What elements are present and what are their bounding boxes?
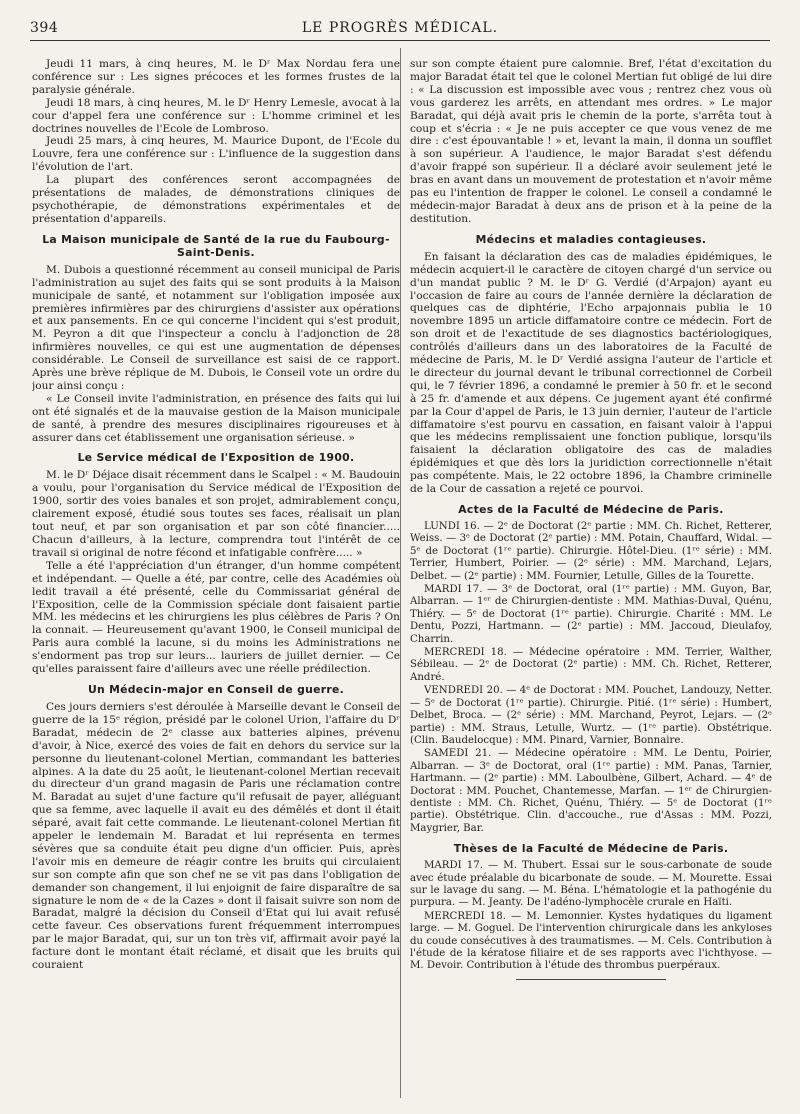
right-column bbox=[410, 58, 772, 1098]
exam-entry: LUNDI 16. — 2ᵉ de Doctorat (2ᵉ partie : MM. Ch. Richet, Retterer, Weiss. — 3ᵉ de Doctorat (2ᵉ partie) : MM. Potain, Chauffard, Widal. — 5ᵉ de Doctorat (1ʳᵉ partie). Chirurgie. Hôtel-Dieu. (1ʳᵉ série) : MM. Terrier, Humbert, Poirier. — (2ᵉ série) : MM. Marchand, Lejars, Delbet. — (2ᵉ partie) : MM. Fournier, Letulle, Gilles de la Tourette. bbox=[410, 521, 772, 582]
paragraph: Jeudi 18 mars, à cinq heures, M. le Dʳ Henry Lemesle, avocat à la cour d'appel fera une conférence sur : L'homme criminel et les doctrines nouvelles de l'Ecole de Lombroso. bbox=[32, 96, 400, 135]
end-rule bbox=[516, 979, 666, 980]
page-number: 394 bbox=[30, 20, 59, 36]
paragraph: Telle a été l'appréciation d'un étranger, d'un homme compétent et indépendant. — Quelle a été, par contre, celle des Académies où ledit travail a été présenté, celle du Commissariat général de l'Exposition, celle de la Commission spéciale dont faisaient partie MM. les médecins et les chirurgiens les plus célèbres de Paris ? On la connait. — Heureusement qu'avant 1900, le Conseil municipal de Paris aura comblé la lacune, si du moins les Administrations ne s'endorment pas trop sur leurs... lauriers de juillet dernier. — Ce qu'elles paraissent faire d'ailleurs avec une réelle prédilection. bbox=[32, 559, 400, 676]
section-title: Actes de la Faculté de Médecine de Paris. bbox=[458, 503, 724, 516]
section-title: Le Service médical de l'Exposition de 1900. bbox=[77, 451, 355, 465]
section-title: La Maison municipale de Santé de la rue du Faubourg-Saint-Denis. bbox=[42, 232, 390, 259]
exam-entry: MARDI 17. — 3ᵉ de Doctorat, oral (1ʳᵉ partie) : MM. Guyon, Bar, Albarran. — 1ᵉʳ de Chirurgien-dentiste : MM. Mathias-Duval, Quénu, Thiéry. — 5ᵉ de Doctorat (1ʳᵉ partie). Chirurgie. Charité : MM. Le Dentu, Pozzi, Hartmann. — (2ᵉ partie) : MM. Jaccoud, Dieulafoy, Charrin. bbox=[410, 584, 772, 645]
exam-entry: SAMEDI 21. — Médecine opératoire : MM. Le Dentu, Poirier, Albarran. — 3ᵉ de Doctorat, oral (1ʳᵉ partie) : MM. Panas, Tarnier, Hartmann. — (2ᵉ partie) : MM. Laboulbène, Gilbert, Achard. — 4ᵉ de Doctorat : MM. Pouchet, Chantemesse, Marfan. — 1ᵉʳ de Chirurgien-dentiste : MM. Ch. Richet, Quénu, Thiéry. — 5ᵉ de Doctorat (1ʳᵉ partie). Obstétrique. Clin. d'accouche., rue d'Assas : MM. Pozzi, Maygrier, Bar. bbox=[410, 748, 772, 834]
section-title: Thèses de la Faculté de Médecine de Paris. bbox=[453, 842, 729, 856]
exam-entry: MERCREDI 18. — Médecine opératoire : MM. Terrier, Walther, Sébileau. — 2ᵉ de Doctorat (2ᵉ partie) : MM. Ch. Richet, Retterer, André. bbox=[410, 647, 772, 683]
exam-entry: VENDREDI 20. — 4ᵉ de Doctorat : MM. Pouchet, Landouzy, Netter. — 5ᵉ de Doctorat (1ʳᵉ partie). Chirurgie. Pitié. (1ʳᵉ série) : Humbert, Delbet, Broca. — (2ᵉ série) : MM. Marchand, Peyrot, Lejars. — (2ᵉ partie) : MM. Straus, Letulle, Wurtz. — (1ʳᵉ partie). Obstétrique. (Clin. Baudelocque) : MM. Pinard, Varnier, Bonnaire. bbox=[410, 685, 772, 746]
paragraph: Jeudi 11 mars, à cinq heures, M. le Dʳ Max Nordau fera une conférence sur : Les signes précoces et les formes frustes de la paralysie générale. bbox=[32, 58, 400, 96]
thesis-entry: MERCREDI 18. — M. Lemonnier. Kystes hydatiques du ligament large. — M. Goguel. De l'intervention chirurgicale dans les ankyloses du coude consécutives à des traumatismes. — M. Cels. Contribution à l'étude de la kératose filiaire et de ses rapports avec l'ichthyose. — M. Devoir. Contribution à l'étude des thrombus puerpéraux. bbox=[410, 910, 772, 972]
page-header bbox=[30, 18, 770, 41]
paragraph: M. Dubois a questionné récemment au conseil municipal de Paris l'administration au sujet des faits qui se sont produits à la Maison municipale de santé, et notamment sur l'obligation imposée aux premières infirmières par des chirurgiens d'assister aux opérations et aux pansements. En ce qui concerne l'incident qui s'est produit, M. Peyron a dit que l'inspecteur a conclu à l'adjonction de 28 infirmières nouvelles, ce qui est une augmentation de dépenses considérable. Le Conseil de surveillance est saisi de ce rapport. Après une brève réplique de M. Dubois, le Conseil vote un ordre du jour ainsi conçu : bbox=[32, 263, 400, 392]
paragraph: « Le Conseil invite l'administration, en présence des faits qui lui ont été signalés et de la mauvaise gestion de la Maison municipale de santé, à prendre des mesures disciplinaires rigoureuses et à assurer dans cet établissement une organisation sérieuse. » bbox=[32, 392, 400, 444]
section-title: Un Médecin-major en Conseil de guerre. bbox=[87, 682, 345, 696]
paragraph-continuation: sur son compte étaient pure calomnie. Bref, l'état d'excitation du major Baradat était tel que le colonel Mertian fut obligé de lui dire : « La discussion est impossible avec vous ; rentrez chez vous où vous garderez les arrêts, en attendant mes ordres. » Le major Baradat, qui déjà avait pris le chemin de la porte, s'arrêta tout à coup et s'écria : « Je ne puis accepter ce que vous venez de me dire : c'est épouvantable ! » et, levant la main, il donna un soufflet à son supérieur. A l'audience, le major Baradat s'est défendu d'avoir frappé son supérieur. Il a déclaré avoir seulement jeté le bras en avant dans un mouvement de protestation et n'avoir même pas eu l'intention de frapper le colonel. Le conseil a condamné le médecin-major Baradat à deux ans de prison et à la peine de la destitution. bbox=[410, 58, 772, 225]
paragraph: En faisant la déclaration des cas de maladies épidémiques, le médecin acquiert-il le caractère de citoyen chargé d'un service ou d'un mandat public ? M. le Dʳ G. Verdié (d'Arpajon) ayant eu l'occasion de faire au cours de l'année dernière la déclaration de quelques cas de diphtérie, l'Echo arpajonnais publia le 10 novembre 1895 un article diffamatoire contre ce médecin. Fort de son droit et de l'exactitude de ses diagnostics bactériologiques, contrôlés d'ailleurs dans un des laboratoires de la Faculté de médecine de Paris, M. le Dʳ Verdié assigna l'auteur de l'article et le directeur du journal devant le tribunal correctionnel de Corbeil qui, le 7 février 1896, a condamné le premier à 50 fr. et le second à 25 fr. d'amende et aux dépens. Ce jugement ayant été confirmé par la Cour d'appel de Paris, le 13 juin dernier, l'auteur de l'article diffamatoire s'est pourvu en cassation, en faisant valoir à l'appui que les médecins remplissaient une fonction publique, lorsqu'ils faisaient la déclaration obligatoire des cas de maladies épidémiques et que dès lors la juridiction correctionnelle n'était pas compétente. Mais, le 22 octobre 1896, la Chambre criminelle de la Cour de cassation a rejeté ce pourvoi. bbox=[410, 250, 772, 496]
thesis-entry: MARDI 17. — M. Thubert. Essai sur le sous-carbonate de soude avec étude préalable du bicarbonate de soude. — M. Mourette. Essai sur le lavage du sang. — M. Béna. L'hématologie et la pathogénie du purpura. — M. Jeanty. De l'adéno-lymphocèle crurale en Haïti. bbox=[410, 860, 772, 909]
section-title: Médecins et maladies contagieuses. bbox=[475, 232, 707, 246]
paragraph: Jeudi 25 mars, à cinq heures, M. Maurice Dupont, de l'Ecole du Louvre, fera une conférence sur : L'influence de la suggestion dans l'évolution de l'art. bbox=[32, 135, 400, 174]
column-divider bbox=[400, 48, 401, 1098]
left-column bbox=[32, 58, 400, 1098]
paragraph: Ces jours derniers s'est déroulée à Marseille devant le Conseil de guerre de la 15ᵉ région, présidé par le colonel Urion, l'affaire du Dʳ Baradat, médecin de 2ᵉ classe aux batteries alpines, prévenu d'avoir, à Nice, exercé des voies de fait en dehors du service sur la personne du lieutenant-colonel Mertian, commandant les batteries alpines. A la date du 25 août, le lieutenant-colonel Mertian recevait du directeur d'un grand magasin de Paris une réclamation contre M. Baradat au sujet d'une facture qu'il refusait de payer, alléguant que sa femme, avec laquelle il avait eu des démêlés et dont il était séparé, avait fait cette commande. Le lieutenant-colonel Mertian fit appeler le lendemain M. Baradat et lui représenta en termes sévères que sa conduite était peu digne d'un officier. Puis, après l'avoir mis en demeure de réagir contre les bruits qui circulaient sur son compte afin que son chef ne se vit pas dans l'obligation de demander son changement, il lui enjoignit de faire disparaître de sa signature le nom de « de la Cazes » dont il faisait suivre son nom de Baradat, malgré la décision du Conseil d'Etat qui lui avait refusé cette faveur. Ces observations furent fréquemment interrompues par le major Baradat, qui, sur un ton très vif, affirmait avoir payé la facture dont le montant était réclamé, et disait que les bruits qui couraient bbox=[32, 700, 400, 972]
paragraph: M. le Dʳ Déjace disait récemment dans le Scalpel : « M. Baudouin a voulu, pour l'organisation du Service médical de l'Exposition de 1900, sortir des voies banales et son projet, admirablement conçu, clairement exposé, étudié sous toutes ses faces, réalisait un plan tout neuf, et par son organisation et par son côté financier..... Chacun d'ailleurs, à la lecture, comprendra tout l'intérêt de ce travail si original de notre fécond et infatigable confrère..... » bbox=[32, 469, 400, 559]
paragraph: La plupart des conférences seront accompagnées de présentations de malades, de démonstrations cliniques de psychothérapie, de démonstrations expérimentales et de présentation d'appareils. bbox=[32, 174, 400, 225]
journal-title: LE PROGRÈS MÉDICAL. bbox=[301, 20, 499, 36]
